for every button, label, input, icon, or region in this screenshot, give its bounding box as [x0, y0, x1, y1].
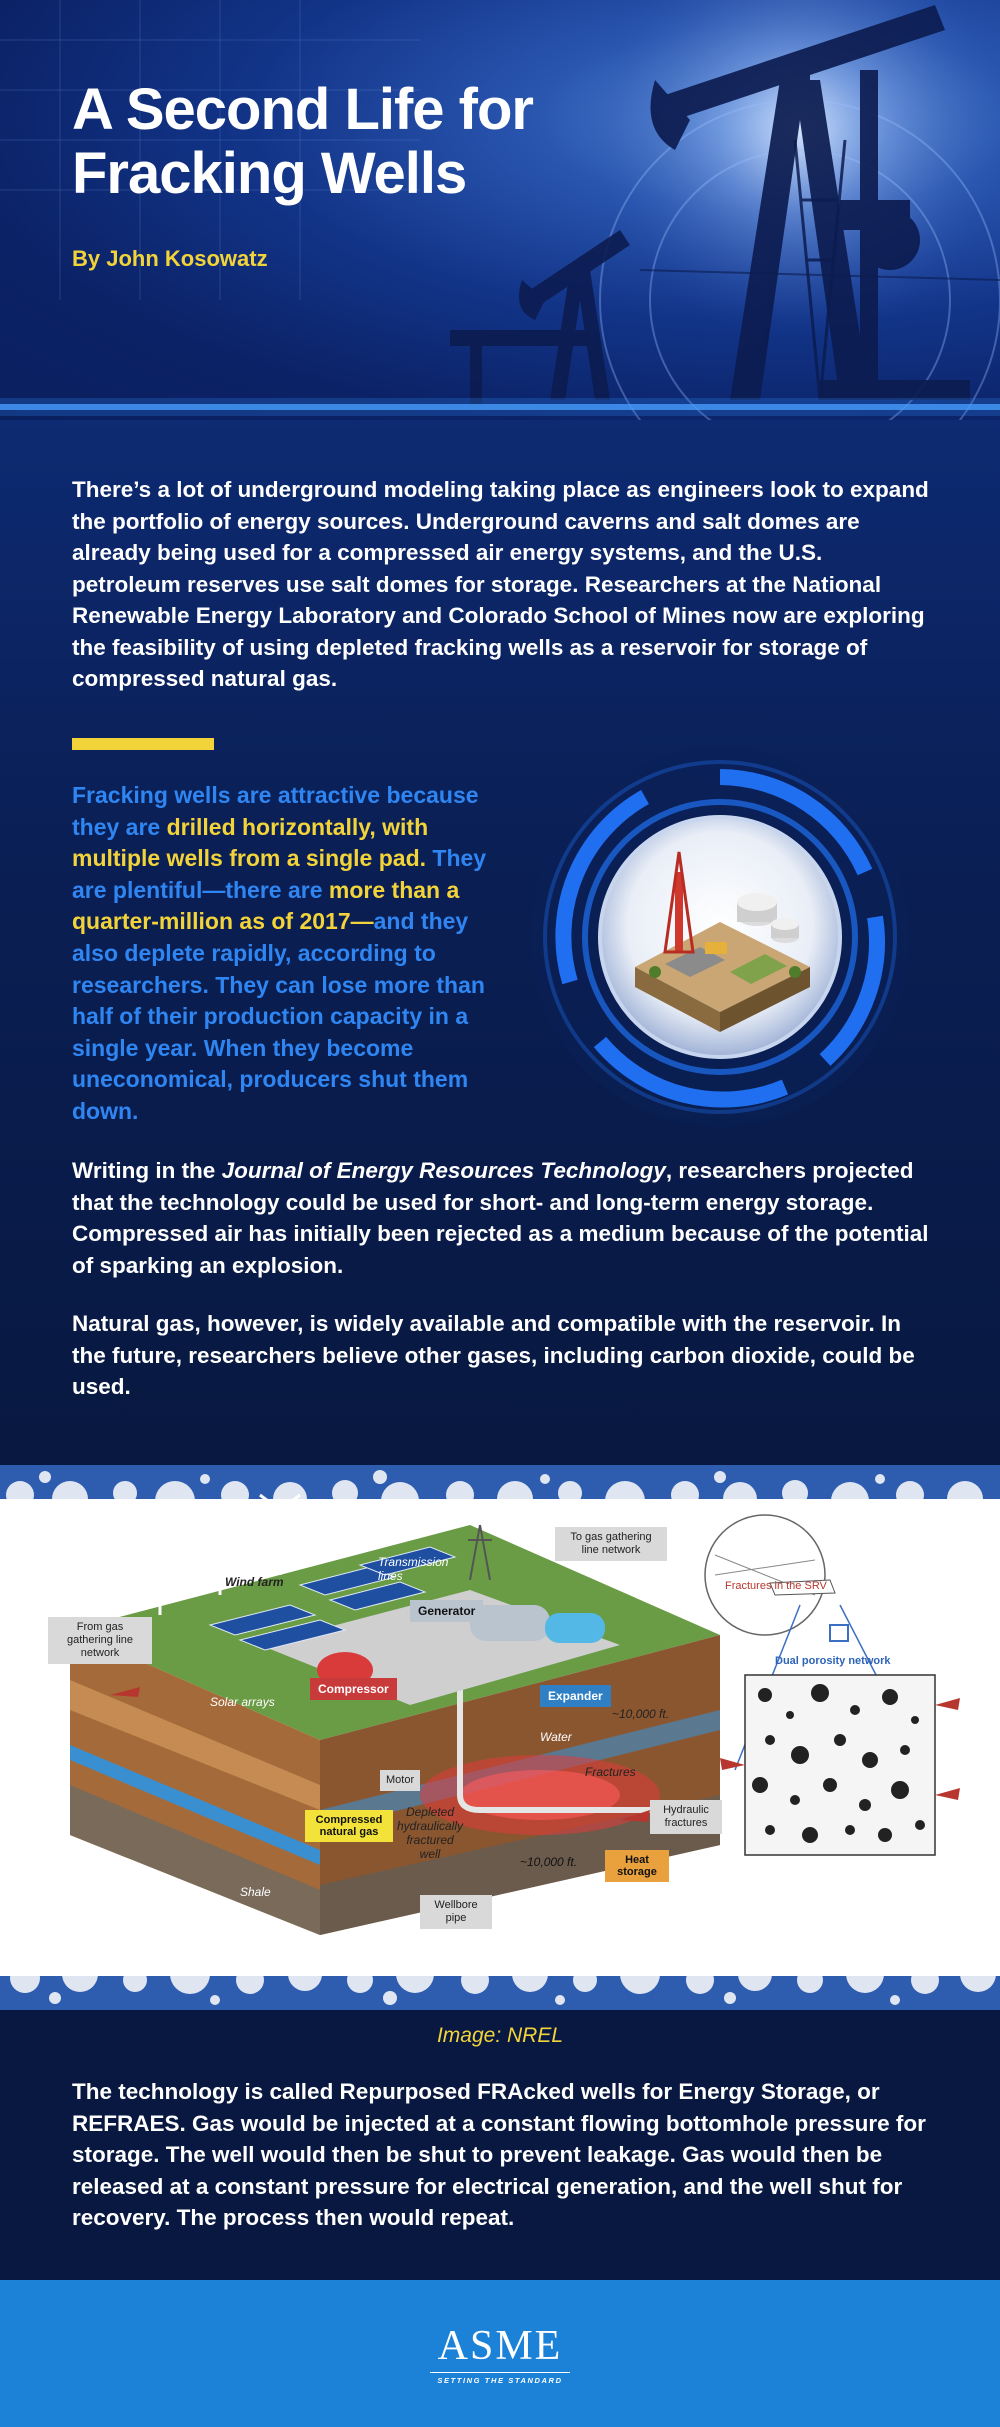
label-solar-arrays: Solar arrays [210, 1695, 275, 1709]
label-wellbore-pipe: Wellbore pipe [420, 1895, 492, 1929]
pull-quote-text: and they also deplete rapidly, according to researchers. They can lose more than half of their production capacity in a single year. When they become uneconomical, producers shut them down. [72, 908, 485, 1124]
label-fractures-srv: Fractures in the SRV [725, 1580, 827, 1592]
journal-paragraph [72, 1155, 932, 1281]
label-compressed-natural-gas: Compressed natural gas [305, 1810, 393, 1842]
label-from-gas-network: From gas gathering line network [48, 1617, 152, 1664]
yellow-divider [72, 738, 214, 750]
label-dual-porosity: Dual porosity network [775, 1655, 891, 1667]
pull-quote-text: Fracking wells are attractive because they are [72, 782, 479, 840]
natural-gas-paragraph: Natural gas, however, is widely available and compatible with the reservoir. In the future, researchers believe other gases, including carbon dioxide, could be used. [72, 1311, 915, 1399]
bubble-border-bottom [0, 1940, 1000, 2010]
journal-text: , researchers projected that the technology could be used for short- and long-term energy storage. Compressed air has initially been rejected as a medium because of the potential of sparking an explosion. [72, 1158, 929, 1278]
pull-quote [72, 780, 512, 1128]
label-expander: Expander [540, 1685, 611, 1707]
hero-banner [0, 0, 1000, 420]
underground-storage-illustration [0, 1465, 1000, 2010]
label-generator: Generator [410, 1600, 483, 1622]
logo-tagline: SETTING THE STANDARD [430, 2372, 570, 2385]
label-water: Water [540, 1730, 572, 1744]
pull-quote-highlight: drilled horizontally, with multiple wells from a single pad. [72, 813, 429, 872]
pull-quote-text: They are plentiful—there are [72, 845, 487, 903]
label-heat-storage: Heat storage [605, 1850, 669, 1882]
refraes-diagram [0, 1465, 1000, 2010]
label-fractures: Fractures [585, 1765, 636, 1779]
fracking-site-ring-graphic [525, 742, 915, 1132]
label-depth-horizontal: ~10,000 ft. [520, 1855, 578, 1869]
image-credit: Image: NREL [436, 2024, 564, 2047]
footer [0, 2280, 1000, 2427]
intro-paragraph: There’s a lot of underground modeling taking place as engineers look to expand the portfolio of energy sources. Underground caverns and salt domes are already being used for a compressed air energy systems, and the U.S. petroleum reserves use salt domes for storage. Researchers at the National Renewable Energy Laboratory and Colorado School of Mines now are exploring the feasibility of using depleted fracking wells as a reservoir for storage of compressed natural gas. [72, 477, 929, 691]
label-hydraulic-fractures: Hydraulic fractures [650, 1800, 722, 1834]
label-depleted-well: Depleted hydraulically fractured well [396, 1805, 464, 1861]
journal-text: Writing in the [72, 1158, 222, 1183]
label-depth-vertical: ~10,000 ft. [612, 1707, 670, 1721]
label-shale: Shale [240, 1885, 271, 1899]
article-title: A Second Life for Fracking Wells [72, 77, 533, 206]
image-caption-bar [0, 2010, 1000, 2070]
article-body [0, 420, 1000, 1465]
byline: By John Kosowatz [72, 246, 268, 271]
label-to-gas-network: To gas gathering line network [555, 1527, 667, 1561]
logo-wordmark: ASME [437, 2323, 563, 2369]
refraes-section [0, 2070, 1000, 2280]
label-compressor: Compressor [310, 1678, 397, 1700]
label-motor: Motor [380, 1770, 420, 1791]
pull-quote-highlight: more than a quarter-million as of 2017— [72, 876, 460, 935]
asme-logo[interactable] [430, 2324, 570, 2394]
label-transmission-lines: Transmission lines [378, 1555, 449, 1583]
label-wind-farm: Wind farm [225, 1575, 284, 1589]
journal-name: Journal of Energy Resources Technology [221, 1158, 666, 1183]
pumpjack-illustration [0, 0, 1000, 420]
refraes-paragraph: The technology is called Repurposed FRAcked wells for Energy Storage, or REFRAES. Gas would be injected at a constant flowing bottomhole pressure for storage. The well would then be shut to prevent leakage. Gas would then be released at a constant pressure for electrical generation, and the well shut for recovery. The process then would repeat. [72, 2079, 926, 2230]
